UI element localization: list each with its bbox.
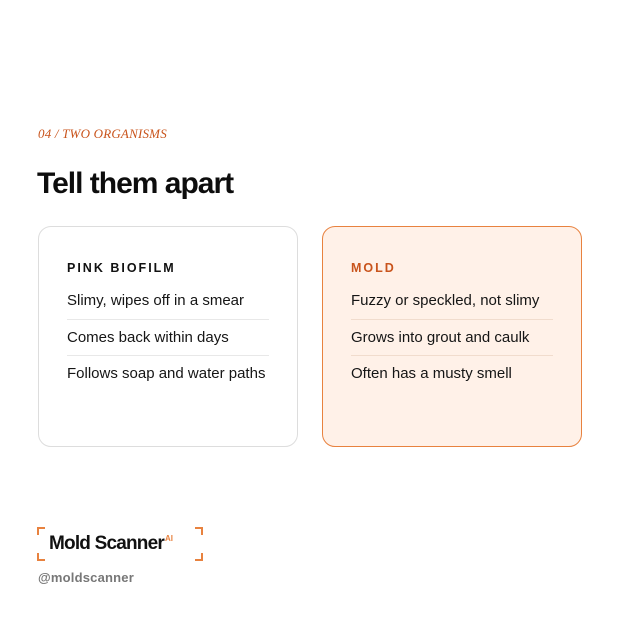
frame-corner xyxy=(37,527,45,535)
brand-name-wrap xyxy=(49,533,173,555)
brand-logo xyxy=(37,527,203,561)
list-item: Grows into grout and caulk xyxy=(351,320,553,357)
page-title: Tell them apart xyxy=(37,167,234,200)
trait-list xyxy=(67,283,269,392)
card-heading: PINK BIOFILM xyxy=(67,261,176,275)
list-item: Follows soap and water paths xyxy=(67,365,266,382)
frame-corner xyxy=(37,553,45,561)
mold-card xyxy=(322,226,582,447)
list-item: Slimy, wipes off in a smear xyxy=(67,283,269,320)
trait-list xyxy=(351,283,553,392)
social-handle: @moldscanner xyxy=(38,570,134,585)
list-item: Comes back within days xyxy=(67,320,269,357)
list-item: Often has a musty smell xyxy=(351,365,512,382)
section-eyebrow: 04 / TWO ORGANISMS xyxy=(38,126,167,141)
card-heading: MOLD xyxy=(351,261,396,275)
frame-corner xyxy=(195,527,203,535)
brand-name: Mold Scanner xyxy=(49,533,164,554)
ai-badge: AI xyxy=(164,534,173,543)
list-item: Fuzzy or speckled, not slimy xyxy=(351,283,553,320)
pink-biofilm-card xyxy=(38,226,298,447)
frame-corner xyxy=(195,553,203,561)
